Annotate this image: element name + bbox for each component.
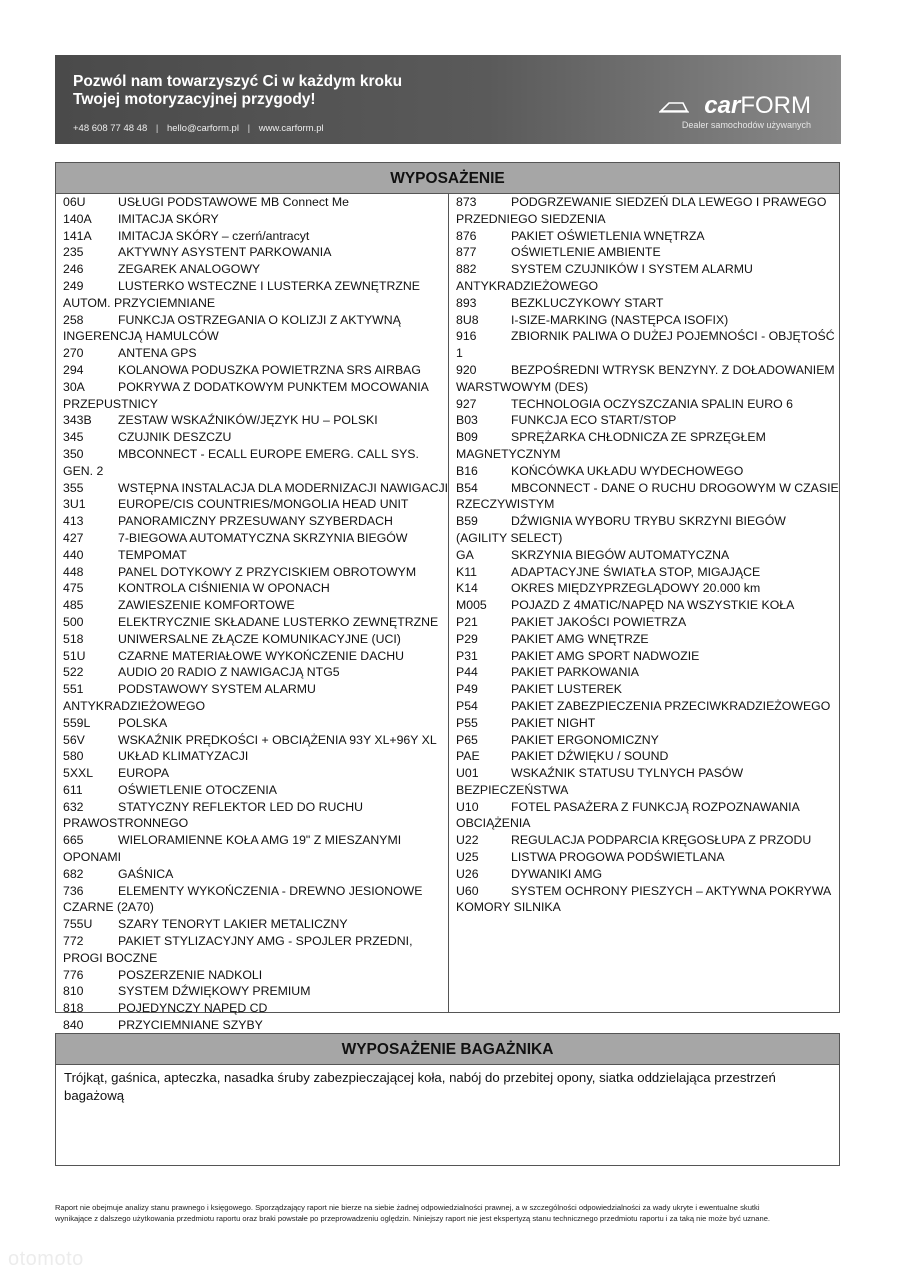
equipment-item: [63, 345, 448, 362]
equipment-description: SYSTEM DŹWIĘKOWY PREMIUM: [118, 984, 311, 999]
equipment-code: P29: [456, 631, 478, 646]
equipment-description: STATYCZNY REFLEKTOR LED DO RUCHU PRAWOSTRONNEGO: [63, 799, 364, 831]
equipment-item: [456, 295, 839, 312]
equipment-description: LUSTERKO WSTECZNE I LUSTERKA ZEWNĘTRZNE AUTOM. PRZYCIEMNIANE: [63, 278, 420, 310]
equipment-item: [456, 698, 839, 715]
website-link[interactable]: www.carform.pl: [258, 123, 324, 134]
equipment-section: [55, 162, 840, 1033]
contact-info: [73, 123, 330, 134]
equipment-item: [63, 782, 448, 799]
equipment-code: U01: [456, 766, 479, 781]
equipment-code: 294: [63, 362, 84, 377]
logo-light: FORM: [740, 92, 811, 119]
equipment-item: [456, 765, 839, 799]
equipment-description: KONTROLA CIŚNIENIA W OPONACH: [118, 581, 330, 596]
equipment-item: [63, 765, 448, 782]
equipment-item: [63, 513, 448, 530]
equipment-description: KOLANOWA PODUSZKA POWIETRZNA SRS AIRBAG: [118, 362, 421, 377]
equipment-item: [63, 580, 448, 597]
equipment-item: [63, 429, 448, 446]
equipment-code: 776: [63, 967, 84, 982]
equipment-item: [456, 832, 839, 849]
equipment-description: POJEDYNCZY NAPĘD CD: [118, 1001, 268, 1016]
equipment-code: U26: [456, 866, 479, 881]
equipment-code: B03: [456, 413, 478, 428]
equipment-code: K14: [456, 581, 478, 596]
equipment-item: [456, 597, 839, 614]
equipment-item: [63, 278, 448, 312]
equipment-code: 840: [63, 1018, 84, 1033]
equipment-item: [456, 849, 839, 866]
equipment-code: 882: [456, 262, 477, 277]
equipment-code: 5XXL: [63, 766, 94, 781]
equipment-description: ADAPTACYJNE ŚWIATŁA STOP, MIGAJĄCE: [511, 564, 761, 579]
equipment-description: FUNKCJA OSTRZEGANIA O KOLIZJI Z AKTYWNĄ INGERENCJĄ HAMULCÓW: [63, 312, 401, 344]
equipment-code: P65: [456, 732, 478, 747]
equipment-description: POLSKA: [118, 715, 168, 730]
header-banner: [55, 55, 841, 144]
trunk-title: WYPOSAŻENIE BAGAŻNIKA: [56, 1034, 839, 1065]
equipment-item: [456, 866, 839, 883]
equipment-description: ELEKTRYCZNIE SKŁADANE LUSTERKO ZEWNĘTRZNE: [118, 614, 439, 629]
equipment-description: ZESTAW WSKAŹNIKÓW/JĘZYK HU – POLSKI: [118, 413, 378, 428]
equipment-item: [456, 715, 839, 732]
equipment-code: 246: [63, 262, 84, 277]
equipment-item: [63, 597, 448, 614]
equipment-code: 916: [456, 329, 477, 344]
equipment-description: TEMPOMAT: [118, 547, 187, 562]
equipment-code: 30A: [63, 379, 85, 394]
equipment-item: [456, 748, 839, 765]
equipment-code: 559L: [63, 715, 91, 730]
equipment-item: [456, 547, 839, 564]
slogan: [73, 73, 402, 109]
equipment-item: [456, 228, 839, 245]
equipment-description: PAKIET JAKOŚCI POWIETRZA: [511, 614, 687, 629]
equipment-code: 51U: [63, 648, 86, 663]
equipment-code: 772: [63, 934, 84, 949]
equipment-description: EUROPE/CIS COUNTRIES/MONGOLIA HEAD UNIT: [118, 497, 409, 512]
equipment-left-column: [56, 194, 449, 1033]
equipment-item: [63, 748, 448, 765]
equipment-item: [456, 648, 839, 665]
equipment-description: IMITACJA SKÓRY – czerń/antracyt: [118, 228, 310, 243]
equipment-item: [63, 261, 448, 278]
equipment-description: PANORAMICZNY PRZESUWANY SZYBERDACH: [118, 514, 393, 529]
equipment-item: [456, 463, 839, 480]
equipment-code: 475: [63, 581, 84, 596]
equipment-description: OŚWIETLENIE AMBIENTE: [511, 245, 661, 260]
equipment-description: POSZERZENIE NADKOLI: [118, 967, 263, 982]
equipment-code: P55: [456, 715, 478, 730]
equipment-description: EUROPA: [118, 766, 170, 781]
equipment-item: [63, 496, 448, 513]
equipment-description: KOŃCÓWKA UKŁADU WYDECHOWEGO: [511, 463, 744, 478]
equipment-code: 427: [63, 530, 84, 545]
equipment-code: 258: [63, 312, 84, 327]
carform-logo: [661, 93, 811, 135]
equipment-item: [63, 547, 448, 564]
equipment-code: 235: [63, 245, 84, 260]
equipment-item: [63, 446, 448, 480]
equipment-description: ZEGAREK ANALOGOWY: [118, 262, 261, 277]
equipment-code: B54: [456, 480, 478, 495]
equipment-code: 873: [456, 195, 477, 209]
equipment-code: 413: [63, 514, 84, 529]
disclaimer: [55, 1202, 855, 1224]
equipment-description: TECHNOLOGIA OCZYSZCZANIA SPALIN EURO 6: [511, 396, 793, 411]
equipment-description: POKRYWA Z DODATKOWYM PUNKTEM MOCOWANIA PRZEPUSTNICY: [63, 379, 429, 411]
equipment-code: PAE: [456, 749, 480, 764]
equipment-item: [63, 832, 448, 866]
equipment-description: SYSTEM CZUJNIKÓW I SYSTEM ALARMU ANTYKRADZIEŻOWEGO: [456, 262, 753, 293]
equipment-code: 877: [456, 245, 477, 260]
equipment-code: 927: [456, 396, 477, 411]
equipment-item: [456, 799, 839, 833]
equipment-item: [63, 194, 448, 211]
equipment-description: SPRĘŻARKA CHŁODNICZA ZE SPRZĘGŁEM MAGNETYCZNYM: [456, 430, 766, 461]
equipment-item: [456, 580, 839, 597]
equipment-item: [456, 883, 839, 917]
equipment-code: 500: [63, 614, 84, 629]
equipment-description: I-SIZE-MARKING (NASTĘPCA ISOFIX): [511, 312, 729, 327]
equipment-code: 876: [456, 228, 477, 243]
equipment-description: OŚWIETLENIE OTOCZENIA: [118, 782, 277, 797]
equipment-code: GA: [456, 547, 474, 562]
equipment-code: 3U1: [63, 497, 86, 512]
equipment-description: DYWANIKI AMG: [511, 866, 603, 881]
equipment-item: [456, 261, 839, 295]
equipment-code: 448: [63, 564, 84, 579]
equipment-description: BEZKLUCZYKOWY START: [511, 295, 664, 310]
equipment-item: [63, 866, 448, 883]
equipment-description: MBCONNECT - ECALL EUROPE EMERG. CALL SYS. GEN. 2: [63, 446, 419, 478]
equipment-item: [63, 211, 448, 228]
slogan-line-2: Twojej motoryzacyjnej przygody!: [73, 91, 316, 108]
equipment-code: K11: [456, 564, 477, 579]
equipment-item: [63, 614, 448, 631]
car-speed-icon: [659, 99, 689, 113]
equipment-description: PAKIET AMG SPORT NADWOZIE: [511, 648, 700, 663]
equipment-title: WYPOSAŻENIE: [56, 163, 839, 194]
equipment-description: BEZPOŚREDNI WTRYSK BENZYNY. Z DOŁADOWANIEM WARSTWOWYM (DES): [456, 362, 835, 394]
equipment-description: PAKIET OŚWIETLENIA WNĘTRZA: [511, 228, 705, 243]
equipment-item: [63, 983, 448, 1000]
equipment-description: PAKIET DŹWIĘKU / SOUND: [511, 749, 669, 764]
equipment-description: 7-BIEGOWA AUTOMATYCZNA SKRZYNIA BIEGÓW: [118, 530, 408, 545]
equipment-item: [456, 429, 839, 463]
equipment-description: PAKIET LUSTEREK: [511, 682, 622, 697]
equipment-description: UNIWERSALNE ZŁĄCZE KOMUNIKACYJNE (UCI): [118, 631, 401, 646]
equipment-description: AKTYWNY ASYSTENT PARKOWANIA: [118, 245, 332, 260]
separator: |: [247, 123, 251, 134]
equipment-description: UKŁAD KLIMATYZACJI: [118, 749, 249, 764]
equipment-code: 810: [63, 984, 84, 999]
email-link[interactable]: hello@carform.pl: [166, 123, 239, 134]
equipment-code: 8U8: [456, 312, 479, 327]
equipment-item: [456, 312, 839, 329]
equipment-item: [456, 396, 839, 413]
equipment-code: B16: [456, 463, 478, 478]
equipment-item: [456, 194, 839, 228]
equipment-description: GAŚNICA: [118, 866, 174, 881]
equipment-code: U25: [456, 850, 479, 865]
equipment-item: [63, 244, 448, 261]
equipment-item: [456, 614, 839, 631]
equipment-code: P31: [456, 648, 478, 663]
equipment-code: 755U: [63, 917, 93, 932]
trunk-description: Trójkąt, gaśnica, apteczka, nasadka śruby zabezpieczającej koła, nabój do przebitej opony, siatka oddzielająca przestrzeń bagażową: [64, 1070, 776, 1103]
equipment-item: [63, 530, 448, 547]
equipment-code: 551: [63, 682, 84, 697]
equipment-description: PRZYCIEMNIANE SZYBY: [118, 1018, 263, 1033]
equipment-description: ELEMENTY WYKOŃCZENIA - DREWNO JESIONOWE CZARNE (2A70): [63, 883, 423, 915]
equipment-description: ZAWIESZENIE KOMFORTOWE: [118, 598, 295, 613]
equipment-code: 485: [63, 598, 84, 613]
equipment-code: 440: [63, 547, 84, 562]
equipment-code: 682: [63, 866, 84, 881]
equipment-code: M005: [456, 598, 487, 613]
equipment-description: PANEL DOTYKOWY Z PRZYCISKIEM OBROTOWYM: [118, 564, 417, 579]
equipment-item: [63, 799, 448, 833]
equipment-code: 522: [63, 665, 84, 680]
equipment-code: P21: [456, 614, 478, 629]
equipment-description: SYSTEM OCHRONY PIESZYCH – AKTYWNA POKRYWA KOMORY SILNIKA: [456, 883, 831, 915]
equipment-description: FOTEL PASAŻERA Z FUNKCJĄ ROZPOZNAWANIA OBCIĄŻENIA: [456, 799, 800, 831]
equipment-description: DŹWIGNIA WYBORU TRYBU SKRZYNI BIEGÓW (AGILITY SELECT): [456, 514, 786, 545]
equipment-description: WSTĘPNA INSTALACJA DLA MODERNIZACJI NAWIGACJI: [118, 480, 449, 495]
equipment-code: 56V: [63, 732, 85, 747]
equipment-description: PODSTAWOWY SYSTEM ALARMU ANTYKRADZIEŻOWEGO: [63, 682, 316, 713]
equipment-item: [63, 228, 448, 245]
equipment-code: 345: [63, 430, 84, 445]
equipment-item: [456, 480, 839, 514]
equipment-item: [63, 664, 448, 681]
equipment-item: [63, 715, 448, 732]
disclaimer-line-1: Raport nie obejmuje analizy stanu prawnego i księgowego. Sporządzający raport nie bierze na siebie żadnej odpowiedzialności prawnej, a w szczególności odpowiedzialności za wady ukryte i ewentualne skutki: [55, 1203, 760, 1212]
equipment-code: 140A: [63, 211, 92, 226]
equipment-description: REGULACJA PODPARCIA KRĘGOSŁUPA Z PRZODU: [511, 833, 812, 848]
equipment-description: PODGRZEWANIE SIEDZEŃ DLA LEWEGO I PRAWEGO PRZEDNIEGO SIEDZENIA: [456, 195, 827, 226]
equipment-description: MBCONNECT - DANE O RUCHU DROGOWYM W CZASIE RZECZYWISTYM: [456, 480, 839, 512]
equipment-code: 270: [63, 346, 84, 361]
equipment-item: [456, 328, 839, 362]
equipment-item: [63, 480, 448, 497]
equipment-code: U60: [456, 883, 479, 898]
equipment-description: IMITACJA SKÓRY: [118, 211, 219, 226]
equipment-code: 518: [63, 631, 84, 646]
equipment-code: 355: [63, 480, 84, 495]
equipment-code: P49: [456, 682, 478, 697]
equipment-description: SZARY TENORYT LAKIER METALICZNY: [118, 917, 348, 932]
equipment-code: 06U: [63, 195, 86, 209]
equipment-item: [63, 883, 448, 917]
equipment-description: LISTWA PROGOWA PODŚWIETLANA: [511, 850, 725, 865]
equipment-code: 343B: [63, 413, 92, 428]
equipment-code: 580: [63, 749, 84, 764]
equipment-item: [456, 412, 839, 429]
equipment-item: [63, 916, 448, 933]
equipment-description: ANTENA GPS: [118, 346, 197, 361]
equipment-code: 665: [63, 833, 84, 848]
equipment-item: [456, 244, 839, 261]
equipment-item: [63, 648, 448, 665]
equipment-item: [456, 681, 839, 698]
equipment-item: [63, 631, 448, 648]
watermark: otomoto: [8, 1248, 84, 1270]
separator: |: [155, 123, 159, 134]
equipment-code: P44: [456, 665, 478, 680]
equipment-item: [456, 513, 839, 547]
equipment-item: [63, 379, 448, 413]
equipment-item: [63, 732, 448, 749]
equipment-description: OKRES MIĘDZYPRZEGLĄDOWY 20.000 km: [511, 581, 761, 596]
equipment-description: PAKIET PARKOWANIA: [511, 665, 640, 680]
equipment-description: ZBIORNIK PALIWA O DUŻEJ POJEMNOŚCI - OBJĘTOŚĆ 1: [456, 329, 835, 361]
slogan-line-1: Pozwól nam towarzyszyć Ci w każdym kroku: [73, 73, 403, 90]
equipment-item: [63, 1017, 448, 1034]
equipment-item: [63, 681, 448, 715]
equipment-item: [456, 631, 839, 648]
equipment-code: U22: [456, 833, 479, 848]
equipment-item: [63, 412, 448, 429]
equipment-description: PAKIET ZABEZPIECZENIA PRZECIWKRADZIEŻOWEGO: [511, 698, 831, 713]
equipment-item: [63, 564, 448, 581]
equipment-item: [456, 362, 839, 396]
equipment-code: 893: [456, 295, 477, 310]
equipment-description: SKRZYNIA BIEGÓW AUTOMATYCZNA: [511, 547, 730, 562]
equipment-item: [63, 967, 448, 984]
equipment-description: WSKAŹNIK STATUSU TYLNYCH PASÓW BEZPIECZEŃSTWA: [456, 766, 744, 797]
equipment-code: B09: [456, 430, 478, 445]
equipment-description: WIELORAMIENNE KOŁA AMG 19" Z MIESZANYMI OPONAMI: [63, 833, 402, 865]
logo-bold: car: [704, 92, 741, 119]
equipment-code: 818: [63, 1001, 84, 1016]
logo-wordmark: [704, 93, 811, 119]
equipment-item: [63, 312, 448, 346]
equipment-code: 350: [63, 446, 84, 461]
equipment-description: FUNKCJA ECO START/STOP: [511, 413, 677, 428]
equipment-description: PAKIET AMG WNĘTRZE: [511, 631, 649, 646]
equipment-description: PAKIET ERGONOMICZNY: [511, 732, 659, 747]
equipment-code: U10: [456, 799, 479, 814]
equipment-description: CZUJNIK DESZCZU: [118, 430, 232, 445]
equipment-item: [63, 933, 448, 967]
equipment-code: 632: [63, 799, 84, 814]
equipment-item: [456, 732, 839, 749]
trunk-equipment-section: [55, 1033, 840, 1166]
equipment-item: [63, 1000, 448, 1017]
equipment-code: P54: [456, 698, 478, 713]
equipment-item: [456, 664, 839, 681]
logo-tagline: Dealer samochodów używanych: [681, 120, 811, 130]
equipment-code: 141A: [63, 228, 92, 243]
equipment-description: PAKIET STYLIZACYJNY AMG - SPOJLER PRZEDNI, PROGI BOCZNE: [63, 934, 413, 965]
equipment-code: 736: [63, 883, 84, 898]
equipment-code: 249: [63, 278, 84, 293]
equipment-description: POJAZD Z 4MATIC/NAPĘD NA WSZYSTKIE KOŁA: [511, 598, 795, 613]
equipment-code: 611: [63, 782, 83, 797]
equipment-item: [63, 362, 448, 379]
equipment-description: USŁUGI PODSTAWOWE MB Connect Me: [118, 195, 349, 209]
equipment-code: B59: [456, 514, 478, 529]
disclaimer-line-2: wynikające z dalszego użytkowania przedmiotu raportu oraz braki powstałe po przeprowadzeniu oględzin. Niniejszy raport nie jest ekspertyzą stanu technicznego przedmiotu raportu i za taką nie może być uznane.: [55, 1214, 771, 1223]
equipment-description: CZARNE MATERIAŁOWE WYKOŃCZENIE DACHU: [118, 648, 405, 663]
equipment-item: [456, 564, 839, 581]
equipment-right-column: [448, 194, 839, 1012]
equipment-description: PAKIET NIGHT: [511, 715, 596, 730]
equipment-description: AUDIO 20 RADIO Z NAWIGACJĄ NTG5: [118, 665, 340, 680]
equipment-description: WSKAŹNIK PRĘDKOŚCI + OBCIĄŻENIA 93Y XL+96Y XL: [118, 732, 437, 747]
phone-number: +48 608 77 48 48: [73, 123, 148, 134]
equipment-code: 920: [456, 362, 477, 377]
